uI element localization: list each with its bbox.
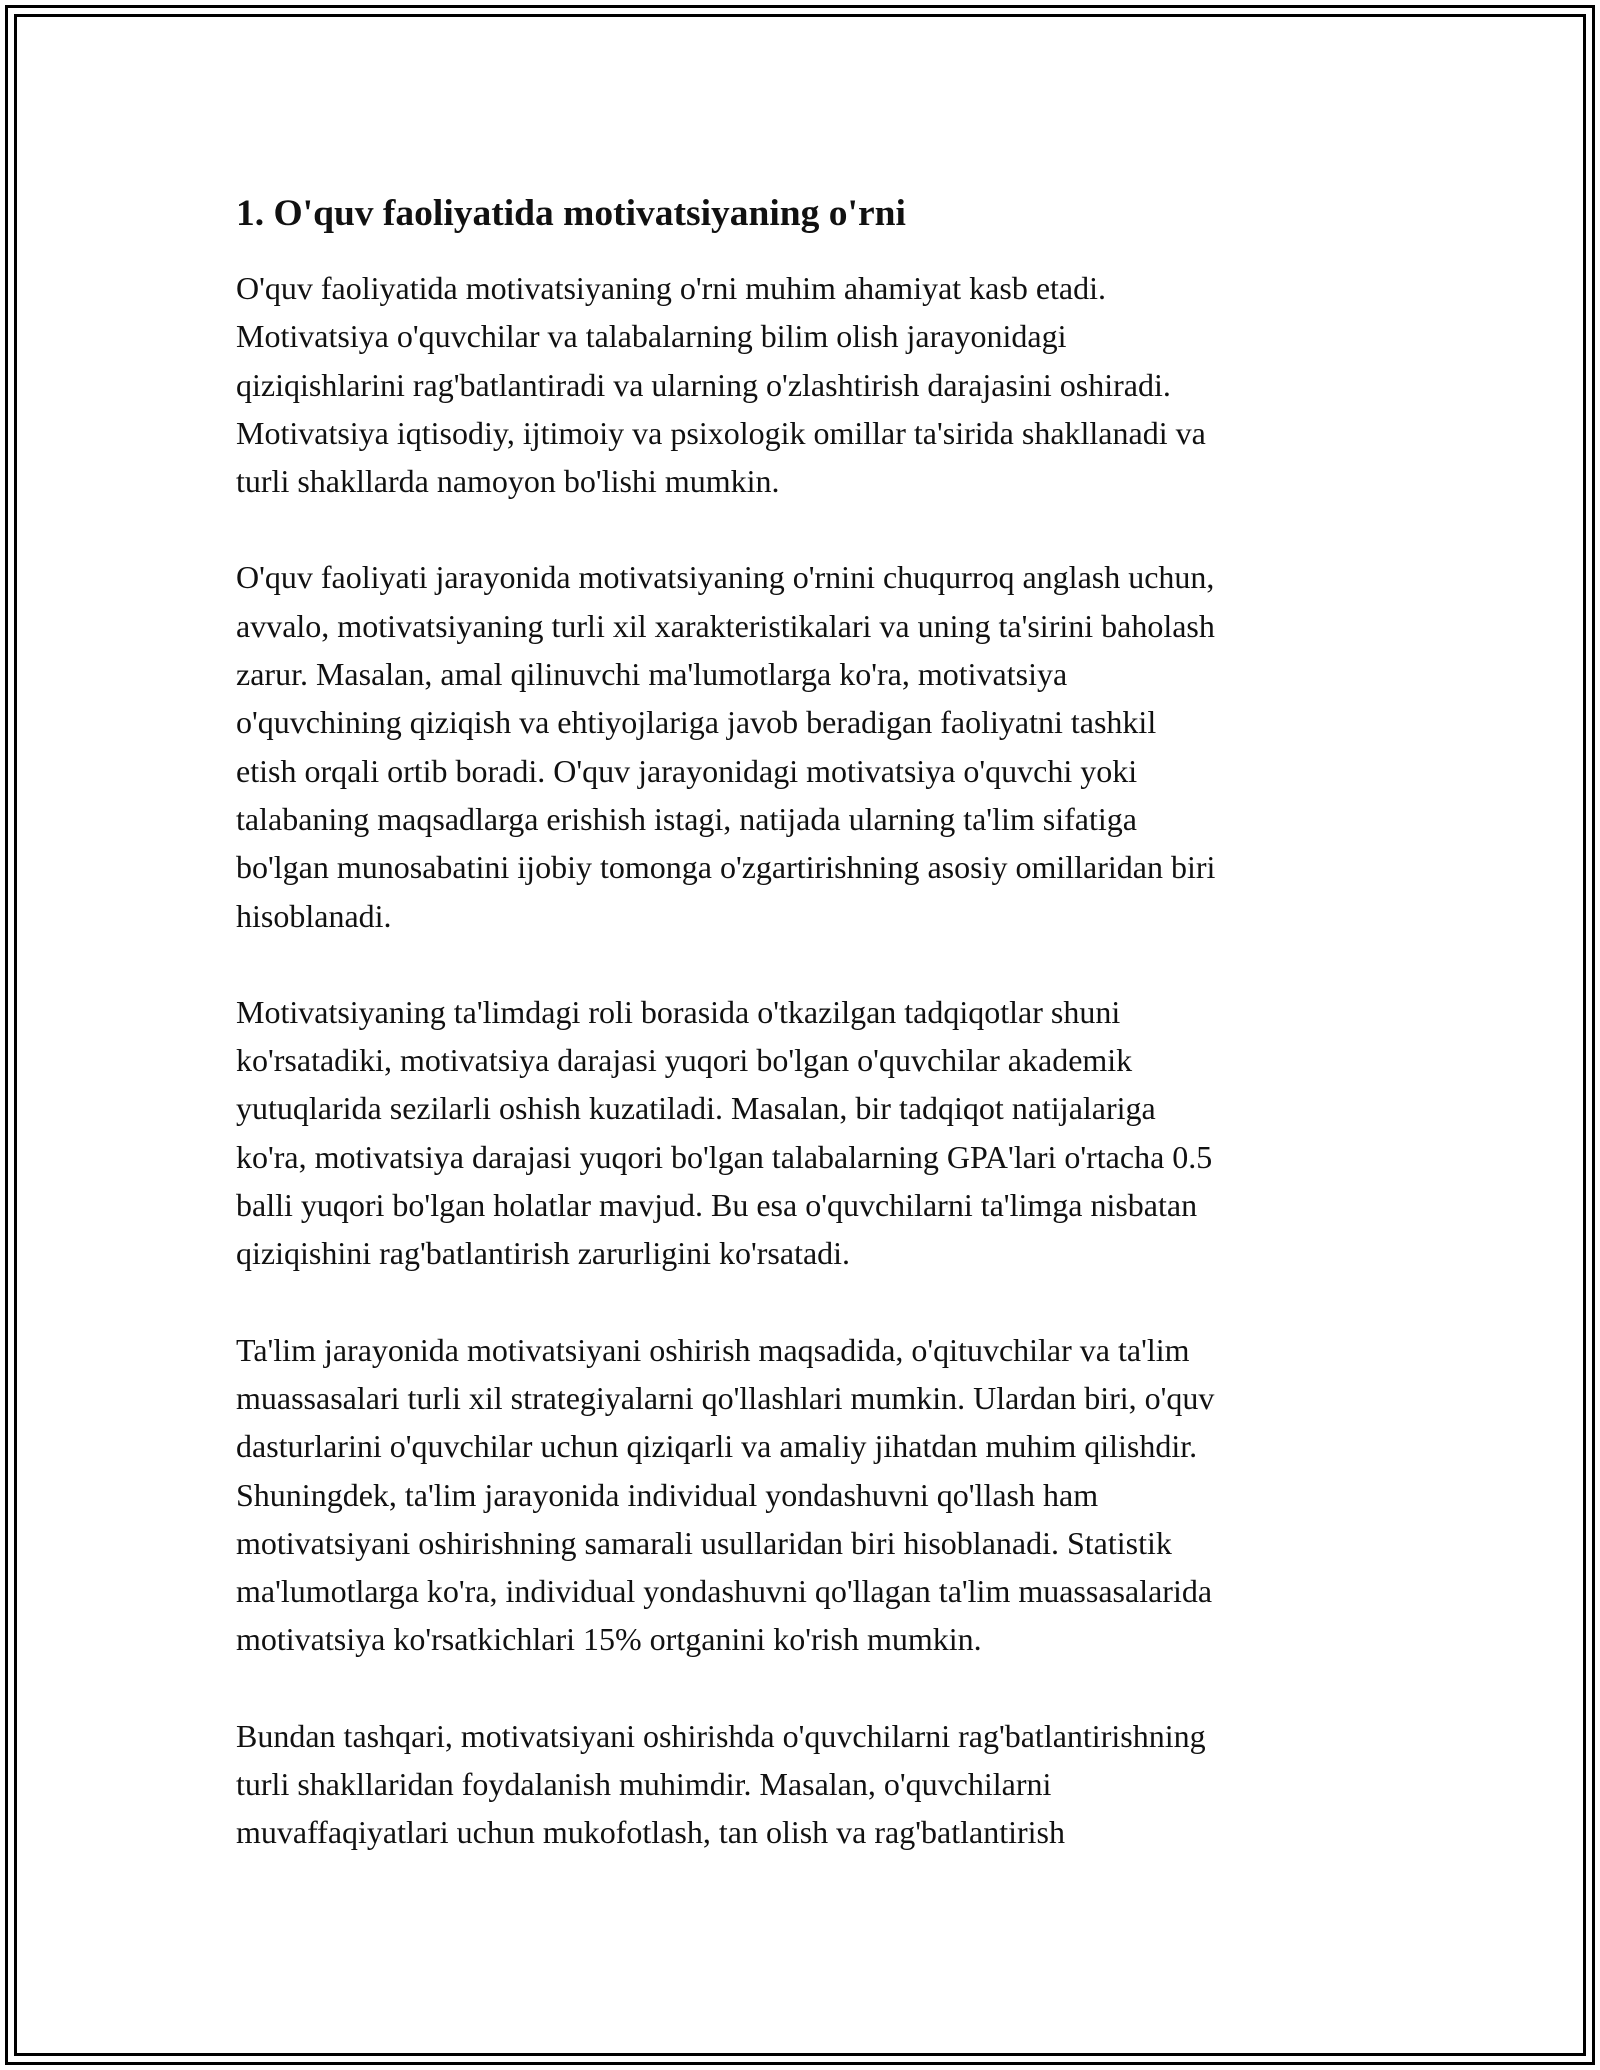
paragraph-3: Motivatsiyaning ta'limdagi roli borasida o'tkazilgan tadqiqotlar shuni ko'rsatadiki, motivatsiya darajasi yuqori bo'lgan o'quvchilar akademik yutuqlarida sezilarli oshish kuzatiladi. Masalan, bir tadqiqot natijalariga ko'ra, motivatsiya darajasi yuqori bo'lgan talabalarning GPA'lari o'rtacha 0.5 balli yuqori bo'lgan holatlar mavjud. Bu esa o'quvchilarni ta'limga nisbatan qiziqishini rag'batlantirish zarurligini ko'rsatadi. xyxy=(236,993,1213,1272)
section-heading: 1. O'quv faoliyatida motivatsiyaning o'rni xyxy=(236,193,906,234)
paragraph-1: O'quv faoliyatida motivatsiyaning o'rni muhim ahamiyat kasb etadi. Motivatsiya o'quvchilar va talabalarning bilim olish jarayonidagi qiziqishlarini rag'batlantiradi va ularning o'zlashtirish darajasini oshiradi. Motivatsiya iqtisodiy, ijtimoiy va psixologik omillar ta'sirida shakllanadi va turli shakllarda namoyon bo'lishi mumkin. xyxy=(236,270,1206,500)
paragraph-2: O'quv faoliyati jarayonida motivatsiyaning o'rnini chuqurroq anglash uchun, avvalo, motivatsiyaning turli xil xarakteristikalari va uning ta'sirini baholash zarur. Masalan, amal qilinuvchi ma'lumotlarga ko'ra, motivatsiya o'quvchining qiziqish va ehtiyojlariga javob beradigan faoliyatni tashkil etish orqali ortib boradi. O'quv jarayonidagi motivatsiya o'quvchi yoki talabaning maqsadlarga erishish istagi, natijada ularning ta'lim sifatiga bo'lgan munosabatini ijobiy tomonga o'zgartirishning asosiy omillaridan biri hisoblanadi. xyxy=(236,559,1216,934)
document-body xyxy=(236,188,1376,1905)
paragraph-5: Bundan tashqari, motivatsiyani oshirishda o'quvchilarni rag'batlantirishning turli shakllaridan foydalanish muhimdir. Masalan, o'quvchilarni muvaffaqiyatlari uchun mukofotlash, tan olish va rag'batlantirish xyxy=(236,1717,1206,1851)
paragraph-4: Ta'lim jarayonida motivatsiyani oshirish maqsadida, o'qituvchilar va ta'lim muassasalari turli xil strategiyalarni qo'llashlari mumkin. Ulardan biri, o'quv dasturlarini o'quvchilar uchun qiziqarli va amaliy jihatdan muhim qilishdir. Shuningdek, ta'lim jarayonida individual yondashuvni qo'llash ham motivatsiyani oshirishning samarali usullaridan biri hisoblanadi. Statistik ma'lumotlarga ko'ra, individual yondashuvni qo'llagan ta'lim muassasalarida motivatsiya ko'rsatkichlari 15% ortganini ko'rish mumkin. xyxy=(236,1331,1215,1658)
